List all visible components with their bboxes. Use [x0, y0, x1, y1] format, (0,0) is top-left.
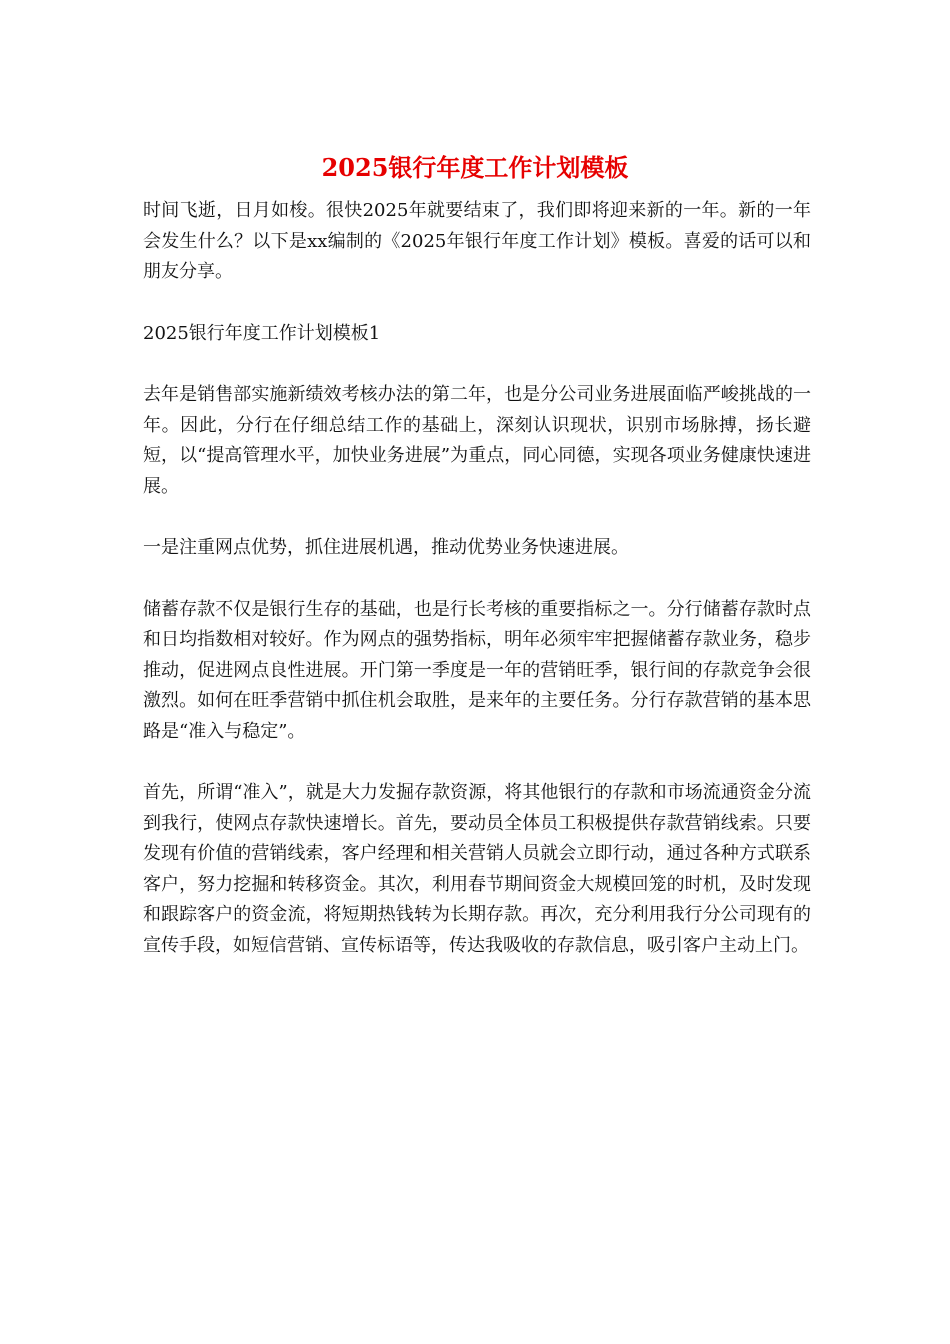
document-title: 2025银行年度工作计划模板 [321, 153, 629, 182]
body-paragraph: 去年是销售部实施新绩效考核办法的第二年，也是分公司业务进展面临严峻挑战的一年。因此，分行在仔细总结工作的基础上，深刻认识现状，识别市场脉搏，扬长避短，以“提高管理水平，加快业务进展”为重点，同心同德，实现各项业务健康快速进展。 [143, 384, 811, 497]
body-paragraph: 首先，所谓“准入”，就是大力发掘存款资源，将其他银行的存款和市场流通资金分流到我行，使网点存款快速增长。首先，要动员全体员工积极提供存款营销线索。只要发现有价值的营销线索，客户经理和相关营销人员就会立即行动，通过各种方式联系客户，努力挖掘和转移资金。其次，利用春节期间资金大规模回笼的时机，及时发现和跟踪客户的资金流，将短期热钱转为长期存款。再次，充分利用我行分公司现有的宣传手段，如短信营销、宣传标语等，传达我吸收的存款信息，吸引客户主动上门。 [143, 782, 811, 956]
body-paragraph: 一是注重网点优势，抓住进展机遇，推动优势业务快速进展。 [143, 537, 629, 558]
intro-paragraph: 时间飞逝，日月如梭。很快2025年就要结束了，我们即将迎来新的一年。新的一年会发生什么？以下是xx编制的《2025年银行年度工作计划》模板。喜爱的话可以和朋友分享。 [143, 200, 811, 282]
body-paragraph: 储蓄存款不仅是银行生存的基础，也是行长考核的重要指标之一。分行储蓄存款时点和日均指数相对较好。作为网点的强势指标，明年必须牢牢把握储蓄存款业务，稳步推动，促进网点良性进展。开门第一季度是一年的营销旺季，银行间的存款竞争会很激烈。如何在旺季营销中抓住机会取胜，是来年的主要任务。分行存款营销的基本思路是“准入与稳定”。 [143, 598, 811, 742]
document-body [143, 196, 811, 961]
section-heading: 2025银行年度工作计划模板1 [143, 322, 381, 344]
